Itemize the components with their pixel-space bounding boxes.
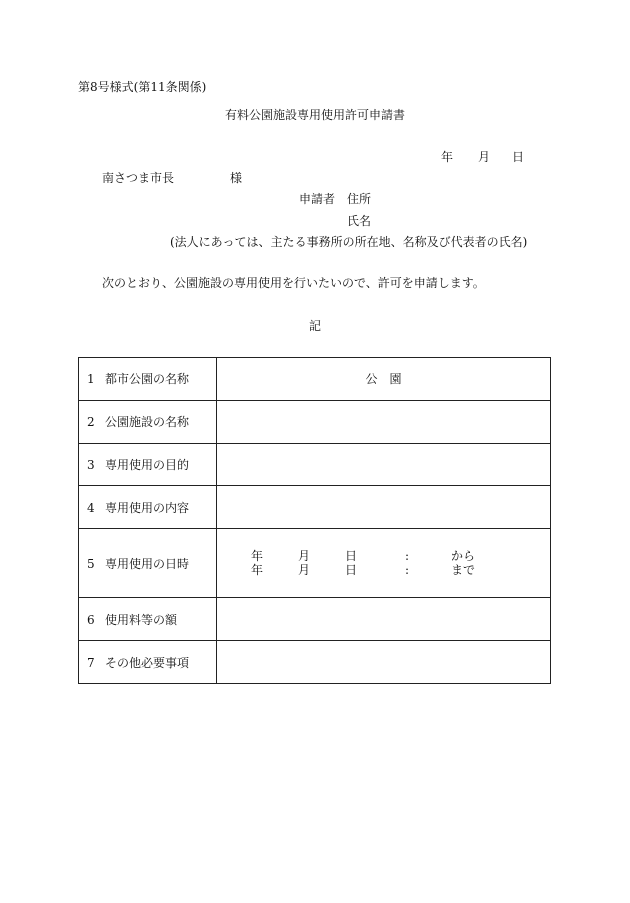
- dt-month: 月: [297, 563, 310, 578]
- datetime-from-line: [217, 549, 550, 563]
- row-number: 1: [87, 372, 95, 387]
- row-number: 5: [87, 556, 95, 571]
- document-title: 有料公園施設専用使用許可申請書: [224, 108, 405, 122]
- datetime-until-line: [217, 563, 550, 577]
- fee-field[interactable]: [217, 598, 551, 641]
- name-label: 氏名: [347, 214, 372, 228]
- row-label-cell: [79, 358, 217, 401]
- dt-colon: :: [404, 549, 409, 564]
- row-label: 都市公園の名称: [105, 372, 190, 387]
- datetime-field[interactable]: [217, 529, 551, 598]
- table-row: [79, 598, 551, 641]
- row-label: 専用使用の内容: [105, 500, 190, 515]
- date-year-label: 年: [441, 150, 454, 164]
- dt-until: まで: [450, 563, 475, 578]
- other-matters-field[interactable]: [217, 641, 551, 684]
- row-number: 2: [87, 415, 95, 430]
- address-label: 住所: [347, 192, 372, 206]
- addressee-honorific: 様: [230, 171, 243, 185]
- form-number: 第8号様式(第11条関係): [78, 80, 207, 94]
- row-label-cell: [79, 400, 217, 443]
- row-label-cell: [79, 529, 217, 598]
- park-name-field[interactable]: [217, 358, 551, 401]
- addressee-name: 南さつま市長: [102, 171, 175, 185]
- row-label: 専用使用の目的: [105, 458, 190, 473]
- facility-name-field[interactable]: [217, 400, 551, 443]
- row-label-cell: [79, 443, 217, 486]
- row-label: 公園施設の名称: [105, 415, 190, 430]
- details-table: [78, 357, 551, 684]
- row-label-cell: [79, 486, 217, 529]
- row-label-cell: [79, 598, 217, 641]
- dt-day: 日: [344, 549, 357, 564]
- application-statement: 次のとおり、公園施設の専用使用を行いたいので、許可を申請します。: [102, 276, 485, 290]
- applicant-label: 申請者: [299, 192, 336, 206]
- table-row: [79, 641, 551, 684]
- row-number: 7: [87, 655, 95, 670]
- corporation-note: (法人にあっては、主たる事務所の所在地、名称及び代表者の氏名): [170, 235, 528, 249]
- row-number: 6: [87, 612, 95, 627]
- date-day-label: 日: [512, 150, 525, 164]
- date-month-label: 月: [478, 150, 491, 164]
- table-row: [79, 358, 551, 401]
- park-suffix: 公 園: [365, 372, 402, 387]
- content-field[interactable]: [217, 486, 551, 529]
- row-number: 4: [87, 500, 95, 515]
- dt-from: から: [450, 549, 475, 564]
- row-number: 3: [87, 458, 95, 473]
- row-label: 専用使用の日時: [105, 556, 190, 571]
- dt-month: 月: [297, 549, 310, 564]
- dt-year: 年: [250, 549, 263, 564]
- row-label: その他必要事項: [105, 655, 190, 670]
- dt-colon: :: [404, 563, 409, 578]
- table-row: [79, 486, 551, 529]
- dt-year: 年: [250, 563, 263, 578]
- row-label: 使用料等の額: [105, 612, 178, 627]
- dt-day: 日: [344, 563, 357, 578]
- purpose-field[interactable]: [217, 443, 551, 486]
- table-row: [79, 529, 551, 598]
- row-label-cell: [79, 641, 217, 684]
- ki-heading: 記: [308, 319, 321, 333]
- table-row: [79, 400, 551, 443]
- table-row: [79, 443, 551, 486]
